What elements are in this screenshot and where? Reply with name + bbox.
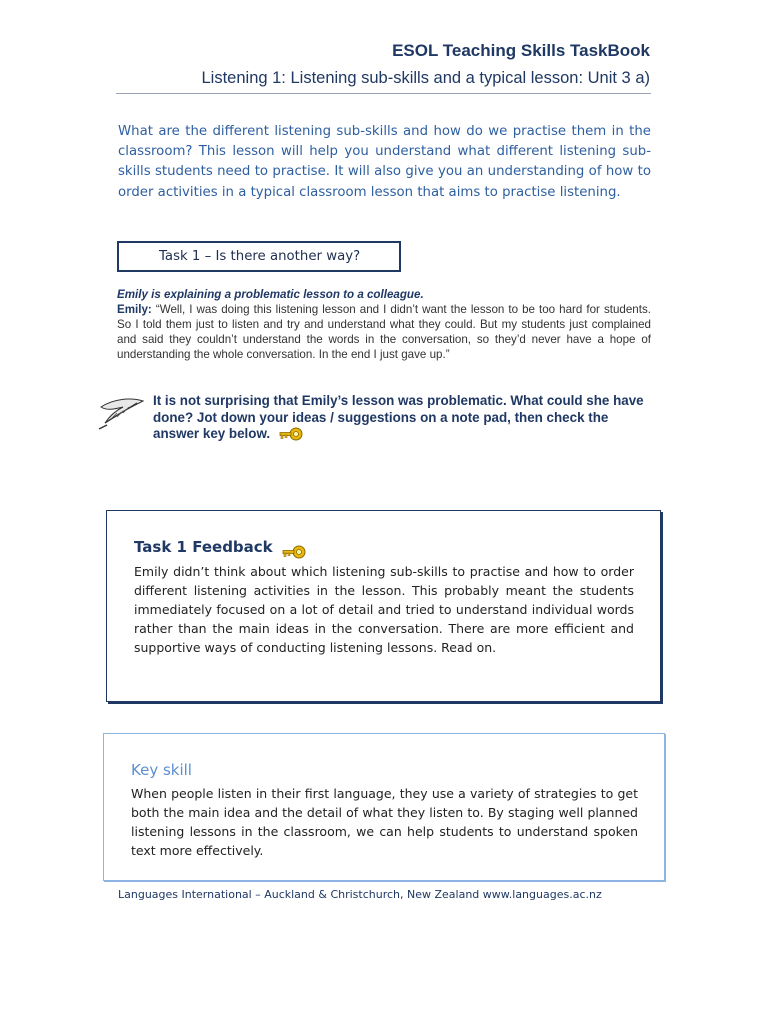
page-footer: Languages International – Auckland & Christchurch, New Zealand www.languages.ac.nz xyxy=(118,888,602,901)
scenario-quote: “Well, I was doing this listening lesson and I didn’t want the lesson to be too hard for students. So I told them just to listen and try and understand what they could. But my students just complained and said they couldn’t understand the words in the conversation, so they’d never have a hope of understanding the whole conversation. In the end I just gave up.” xyxy=(117,302,651,361)
key-skill-title: Key skill xyxy=(131,761,192,779)
task-1-label-box xyxy=(117,241,401,272)
task-prompt xyxy=(153,393,653,443)
key-icon xyxy=(281,544,307,560)
quill-pen-icon xyxy=(97,393,147,431)
task-prompt-text: It is not surprising that Emily’s lesson was problematic. What could she have done? Jot down your ideas / suggestions on a note pad, then check the answer key below. xyxy=(153,393,644,441)
speaker-name: Emily: xyxy=(117,302,152,316)
emily-scenario xyxy=(117,288,651,363)
key-skill-box xyxy=(103,733,665,881)
scenario-quote-paragraph xyxy=(117,303,651,363)
key-skill-text: When people listen in their first language, they use a variety of strategies to get both the main idea and the detail of what they listen to. By staging well planned listening lessons in the classroom, we can help students to understand spoken text more effectively. xyxy=(131,786,638,858)
task-1-label: Task 1 – Is there another way? xyxy=(159,249,361,264)
document-title: ESOL Teaching Skills TaskBook xyxy=(392,41,650,60)
feedback-title: Task 1 Feedback xyxy=(134,538,273,556)
task-1-feedback-box xyxy=(106,510,661,702)
header-divider xyxy=(116,93,651,94)
intro-paragraph: What are the different listening sub-skills and how do we practise them in the classroom? This lesson will help you understand what different listening sub-skills students need to practise. It will also give you an understanding of how to order activities in a typical classroom lesson that aims to practise listening. xyxy=(118,124,651,200)
document-subtitle: Listening 1: Listening sub-skills and a typical lesson: Unit 3 a) xyxy=(201,69,650,87)
feedback-text: Emily didn’t think about which listening sub-skills to practise and how to order different listening activities in the lesson. This probably meant the students immediately focused on a lot of detail and tried to understand individual words rather than the main ideas in the conversation. There are more efficient and supportive ways of conducting listening lessons. Read on. xyxy=(134,564,634,655)
scenario-heading: Emily is explaining a problematic lesson to a colleague. xyxy=(117,288,424,301)
key-icon xyxy=(278,426,304,442)
